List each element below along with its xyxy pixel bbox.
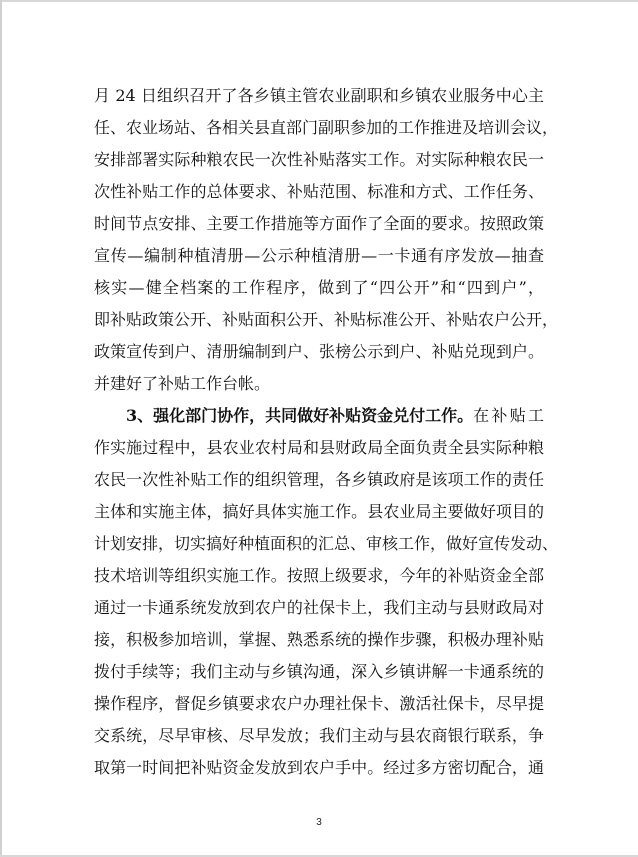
text-line: 通过一卡通系统发放到农户的社保卡上，我们主动与县财政局对 bbox=[94, 598, 544, 617]
text-line: 计划安排，切实搞好种植面积的汇总、审核工作，做好宣传发动、 bbox=[94, 534, 559, 553]
page-number: 3 bbox=[316, 817, 322, 828]
text-line: 农民一次性补贴工作的组织管理，各乡镇政府是该项工作的责任 bbox=[94, 470, 544, 489]
text-line: 操作程序，督促乡镇要求农户办理社保卡、激活社保卡，尽早提 bbox=[94, 694, 544, 713]
paragraph-department-cooperation bbox=[94, 400, 559, 784]
text-line: 次性补贴工作的总体要求、补贴范围、标准和方式、工作任务、 bbox=[94, 182, 544, 201]
text-line: 安排部署实际种粮农民一次性补贴落实工作。对实际种粮农民一 bbox=[94, 150, 544, 169]
text-line: 拨付手续等；我们主动与乡镇沟通，深入乡镇讲解一卡通系统的 bbox=[94, 662, 544, 681]
text-line-last: 并建好了补贴工作台帐。 bbox=[94, 374, 271, 393]
text-line: 主体和实施主体，搞好具体实施工作。县农业局主要做好项目的 bbox=[94, 502, 544, 521]
text-line: 取第一时间把补贴资金发放到农户手中。经过多方密切配合，通 bbox=[94, 758, 544, 777]
text-line: 技术培训等组织实施工作。按照上级要求，今年的补贴资金全部 bbox=[94, 566, 544, 585]
text-line: 时间节点安排、主要工作措施等方面作了全面的要求。按照政策 bbox=[94, 214, 544, 233]
text-line: 核实—健全档案的工作程序，做到了“四公开”和“四到户”， bbox=[94, 278, 544, 297]
text-line: 月 24 日组织召开了各乡镇主管农业副职和乡镇农业服务中心主 bbox=[94, 86, 544, 105]
text-line: 接，积极参加培训，掌握、熟悉系统的操作步骤，积极办理补贴 bbox=[94, 630, 544, 649]
section-heading: 3、强化部门协作，共同做好补贴资金兑付工作。 bbox=[126, 406, 474, 425]
text-line: 作实施过程中，县农业农村局和县财政局全面负责全县实际种粮 bbox=[94, 438, 544, 457]
page-left-edge bbox=[0, 0, 2, 857]
text-line: 任、农业场站、各相关县直部门副职参加的工作推进及培训会议， bbox=[94, 118, 559, 137]
paragraph-subsidy-implementation bbox=[94, 80, 559, 400]
text-line: 即补贴政策公开、补贴面积公开、补贴标准公开、补贴农户公开， bbox=[94, 310, 559, 329]
page-top-edge bbox=[0, 0, 638, 2]
section-text: 在补贴工 bbox=[473, 406, 544, 425]
text-line-first bbox=[94, 400, 544, 432]
text-line: 宣传—编制种植清册—公示种植清册—一卡通有序发放—抽查 bbox=[94, 246, 544, 265]
text-line: 政策宣传到户、清册编制到户、张榜公示到户、补贴兑现到户。 bbox=[94, 342, 544, 361]
text-line: 交系统，尽早审核、尽早发放；我们主动与县农商银行联系，争 bbox=[94, 726, 544, 745]
document-body bbox=[94, 80, 559, 784]
